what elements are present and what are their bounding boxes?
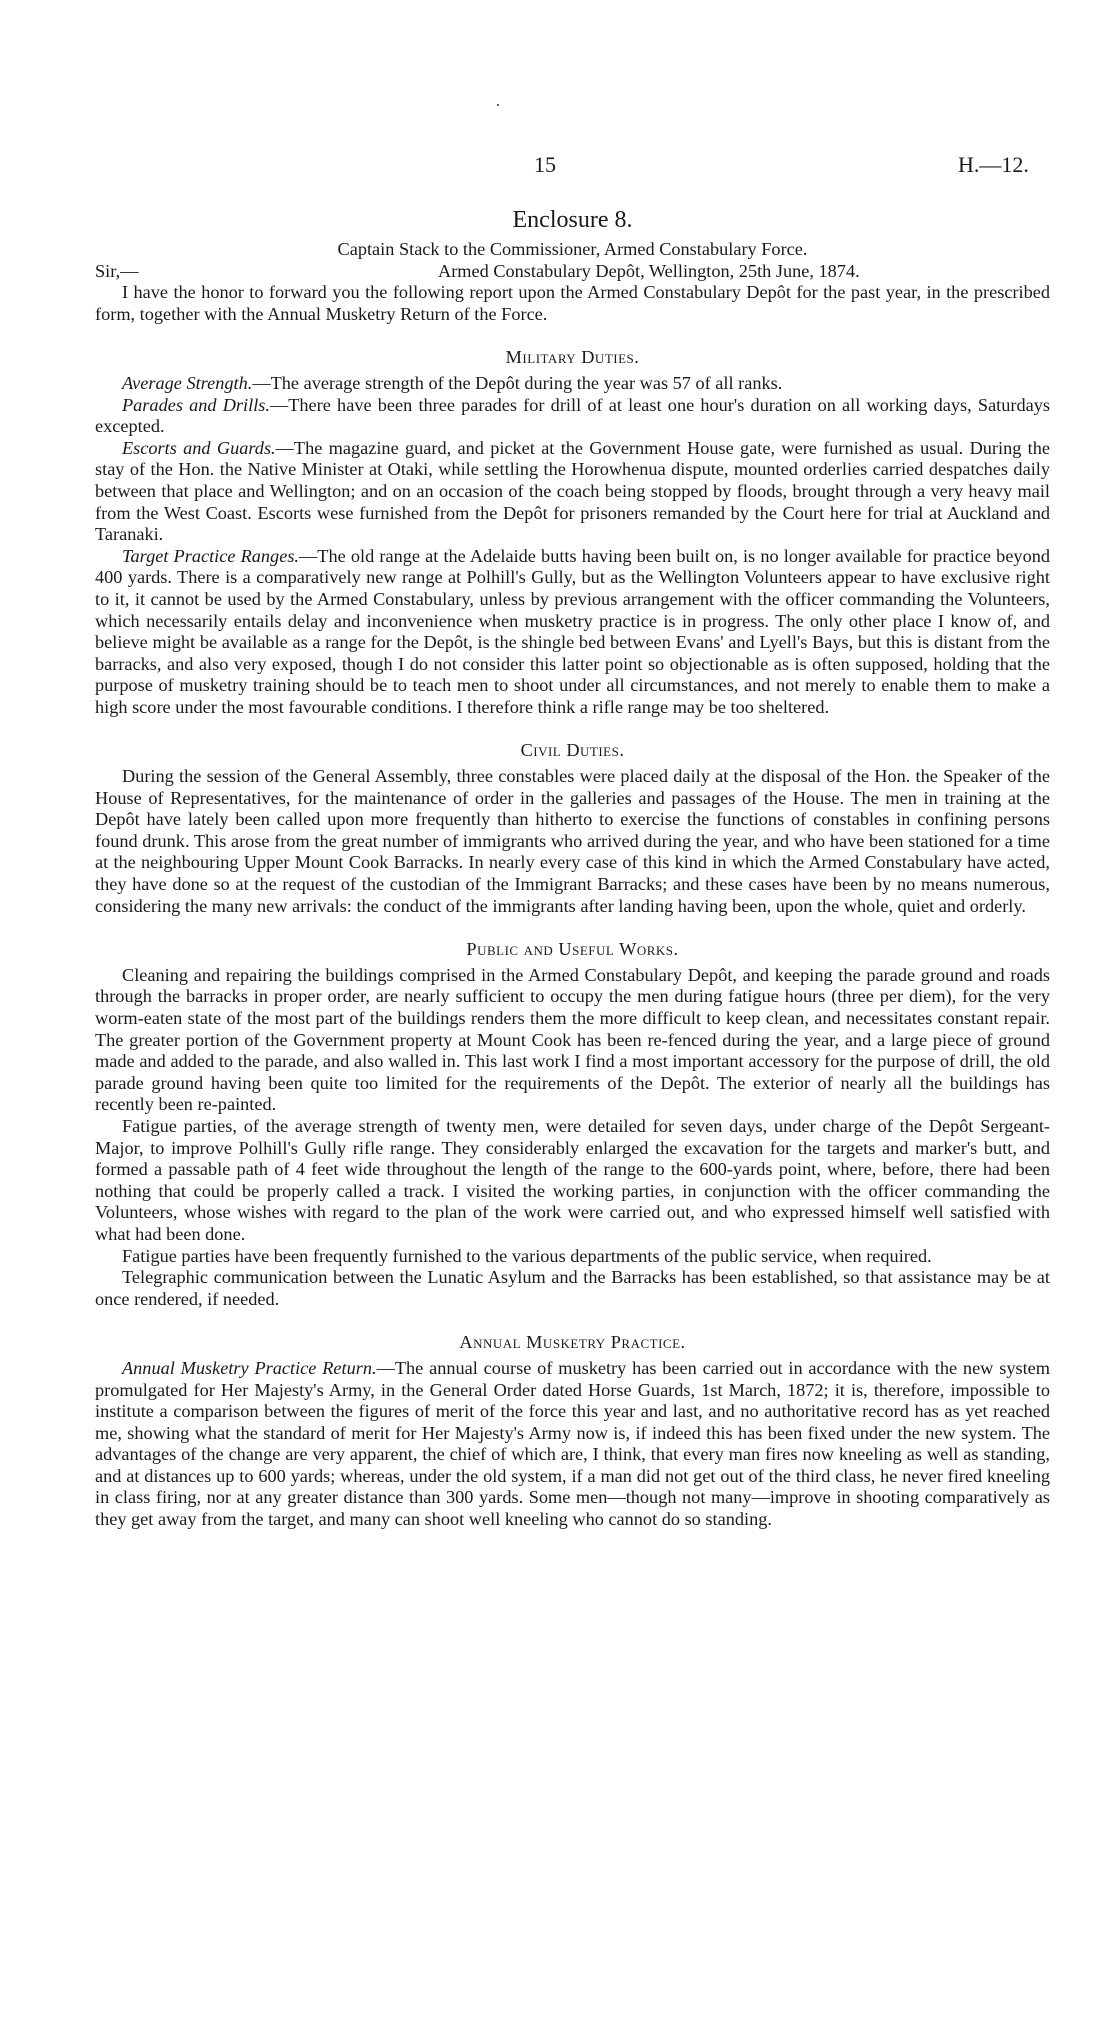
page-number: 15: [534, 152, 556, 177]
paragraph-telegraphic: Telegraphic communication between the Lunatic Asylum and the Barracks has been established, so that assistance may be at once rendered, if needed.: [95, 1267, 1050, 1309]
run-in-heading: Escorts and Guards.: [122, 437, 276, 458]
section-heading-musketry: Annual Musketry Practice.: [459, 1332, 686, 1353]
paragraph-target-practice: [95, 546, 1050, 719]
paragraph-text: —There have been three parades for drill of at least one hour's duration on all working days, Saturdays excepted.: [95, 394, 1050, 437]
paragraph-text: —The magazine guard, and picket at the Government House gate, were furnished as usual. During the stay of the Hon. the Native Minister at Otaki, while settling the Horowhenua dispute, mounted orderlies carried despatches daily between that place and Wellington; and on an occasion of the coach being stopped by floods, brought through a very heavy mail from the West Coast. Escorts wese furnished from the Depôt for prisoners remanded by the Court here for trial at Auckland and Taranaki.: [95, 437, 1051, 545]
salutation-line: [95, 261, 1050, 283]
intro-paragraph: I have the honor to forward you the following report upon the Armed Constabulary Depôt for the past year, in the prescribed form, together with the Annual Musketry Return of the Force.: [95, 282, 1050, 324]
section-heading-public-works: Public and Useful Works.: [466, 939, 679, 960]
paragraph-text: —The average strength of the Depôt during the year was 57 of all ranks.: [252, 372, 783, 393]
paragraph-fatigue-parties-service: Fatigue parties have been frequently furnished to the various departments of the public service, when required.: [122, 1245, 932, 1266]
paragraph-escorts-guards: [95, 438, 1050, 546]
document-body: [95, 150, 1050, 1531]
section-heading-military-duties: Military Duties.: [505, 347, 640, 368]
paragraph-average-strength: [95, 373, 1050, 395]
run-in-heading: Average Strength.: [122, 372, 253, 393]
paragraph-cleaning-repairing: Cleaning and repairing the buildings comprised in the Armed Constabulary Depôt, and keeping the parade ground and roads through the barracks in proper order, are nearly sufficient to occupy the men during fatigue hours (three per diem), for the very worm-eaten state of the most part of the buildings renders them the more difficult to keep clean, and necessitates constant repair. The greater portion of the Government property at Mount Cook has been re-fenced during the year, and a large piece of ground made and added to the parade, and also walled in. This last work I find a most important accessory for the purpose of drill, the old parade ground having been quite too limited for the requirements of the Depôt. The exterior of nearly all the buildings has recently been re-painted.: [95, 964, 1050, 1115]
paragraph-parades-drills: [95, 395, 1050, 438]
paragraph-text: —The annual course of musketry has been carried out in accordance with the new system promulgated for Her Majesty's Army, in the General Order dated Horse Guards, 1st March, 1872; it is, therefore, impossible to institute a comparison between the figures of merit of the force this year and last, and no authoritative record has as yet reached me, showing what the standard of merit for Her Majesty's Army now is, if indeed this has been fixed under the new system. The advantages of the change are very apparent, the chief of which are, I think, that every man fires now kneeling as well as standing, and at distances up to 600 yards; whereas, under the old system, if a man did not get out of the third class, he never fired kneeling in class firing, nor at any greater distance than 300 yards. Some men—though not many—improve in shooting comparatively as they get away from the target, and many can shoot well kneeling who cannot do so standing.: [95, 1357, 1050, 1530]
run-in-heading: Parades and Drills.: [122, 394, 270, 415]
paragraph-musketry-return: [95, 1358, 1050, 1531]
page-mark: [497, 104, 499, 106]
letter-from-line: Captain Stack to the Commissioner, Armed Constabulary Force.: [337, 239, 808, 259]
salutation: Sir,—: [95, 260, 139, 281]
run-in-heading: Annual Musketry Practice Return.: [122, 1357, 377, 1378]
dateline: Armed Constabulary Depôt, Wellington, 25th June, 1874.: [438, 260, 860, 281]
paragraph-fatigue-parties-range: Fatigue parties, of the average strength of twenty men, were detailed for seven days, under charge of the Depôt Sergeant-Major, to improve Polhill's Gully rifle range. They considerably enlarged the excavation for the targets and marker's butt, and formed a passable path of 4 feet wide throughout the length of the range to the 600-yards point, where, before, there had been nothing that could be properly called a track. I visited the working parties, in conjunction with the officer commanding the Volunteers, whose wishes with regard to the plan of the work were carried out, and who expressed himself well satisfied with what had been done.: [95, 1115, 1050, 1244]
paragraph-civil-duties: During the session of the General Assembly, three constables were placed daily at the disposal of the Hon. the Speaker of the House of Representatives, for the maintenance of order in the galleries and passages of the House. The men in training at the Depôt have lately been called upon more frequently than hitherto to exercise the functions of constables in confining persons found drunk. This arose from the great number of immigrants who arrived during the year, and who have been stationed for a time at the neighbouring Upper Mount Cook Barracks. In nearly every case of this kind in which the Armed Constabulary have acted, they have done so at the request of the custodian of the Immigrant Barracks; and these cases have been by no means numerous, considering the many new arrivals: the conduct of the immigrants after landing having been, upon the whole, quiet and orderly.: [95, 766, 1050, 916]
document-reference: H.—12.: [958, 152, 1029, 177]
run-in-heading: Target Practice Ranges.: [122, 545, 300, 566]
paragraph-text: —The old range at the Adelaide butts having been built on, is no longer available for practice beyond 400 yards. There is a comparatively new range at Polhill's Gully, but as the Wellington Volunteers appear to have exclusive right to it, it cannot be used by the Armed Constabulary, unless by previous arrangement with the officer commanding the Volunteers, which necessarily entails delay and inconvenience when musketry practice is in progress. The only other place I know of, and believe might be available as a range for the Depôt, is the shingle bed between Evans' and Lyell's Bays, but this is distant from the barracks, and also very exposed, though I do not consider this latter point so objectionable as is often supposed, holding that the purpose of musketry training should be to teach men to shoot under all circumstances, and not merely to enable them to make a high score under the most favourable conditions. I therefore think a rifle range may be too sheltered.: [95, 545, 1050, 717]
enclosure-title: Enclosure 8.: [512, 207, 633, 233]
section-heading-civil-duties: Civil Duties.: [520, 740, 625, 761]
